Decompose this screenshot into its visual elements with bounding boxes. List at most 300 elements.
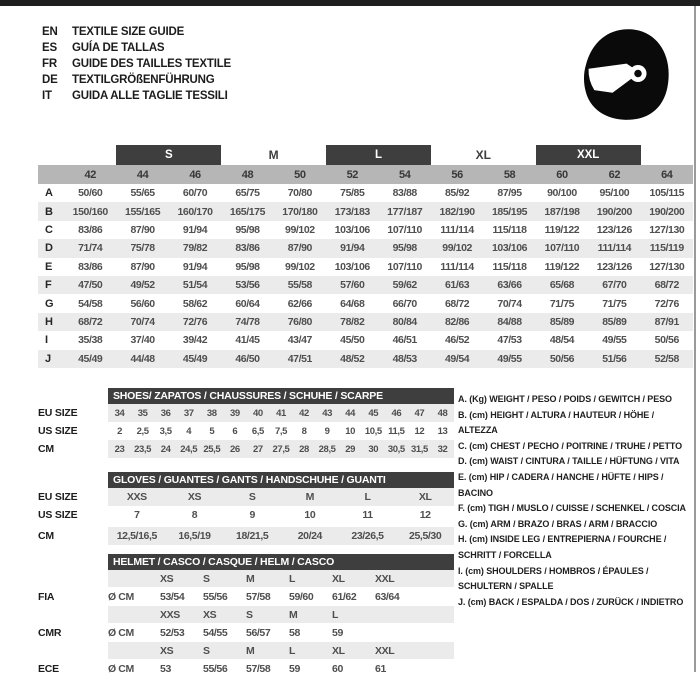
value-cell: 72/76 xyxy=(654,297,679,310)
row-label: EU SIZE xyxy=(38,491,78,503)
value-cell: 127/130 xyxy=(649,223,685,236)
row-cells xyxy=(108,440,454,458)
helmet-rows xyxy=(38,570,454,678)
value-cell: 74/78 xyxy=(235,315,260,328)
measure-row xyxy=(38,184,693,202)
value-cell: 13 xyxy=(437,425,448,437)
value-cell: 83/86 xyxy=(235,242,260,255)
language-code: ES xyxy=(42,42,57,54)
row-label: EU SIZE xyxy=(38,407,78,419)
value-cell: 84/88 xyxy=(497,315,522,328)
row-label: CM xyxy=(38,443,54,455)
value-cell: 99/102 xyxy=(442,242,472,255)
value-cell: 187/198 xyxy=(544,205,580,218)
table-row xyxy=(38,404,454,422)
value-cell: 64/68 xyxy=(340,297,365,310)
language-code: DE xyxy=(42,74,58,86)
value-cell: 30 xyxy=(368,443,379,455)
language-title: GUIDE DES TAILLES TEXTILE xyxy=(72,58,231,70)
size-cell: 52 xyxy=(346,168,358,181)
language-row xyxy=(42,72,231,88)
value-cell: 59/60 xyxy=(289,590,314,603)
value-cell: 49/52 xyxy=(130,279,155,292)
value-cell: 9 xyxy=(324,425,330,437)
row-cells xyxy=(108,659,454,678)
value-cell: 61 xyxy=(375,662,386,675)
value-cell: 111/114 xyxy=(440,223,474,236)
gloves-table-title: GLOVES / GUANTES / GANTS / HANDSCHUHE / GUANTI xyxy=(108,472,454,488)
shoes-table xyxy=(38,388,454,458)
value-cell: 32 xyxy=(437,443,448,455)
legend-item: E. (cm) HIP / CADERA / HANCHE / HÜFTE / HIPS / BACINO xyxy=(458,471,664,498)
measure-row xyxy=(38,276,693,294)
value-cell: 119/122 xyxy=(544,223,580,236)
value-cell: 2 xyxy=(117,425,122,437)
row-letter: F xyxy=(45,279,52,292)
row-letter: I xyxy=(45,334,49,347)
value-cell: 27 xyxy=(253,443,263,455)
value-cell: 155/165 xyxy=(125,205,161,218)
value-cell: 52/58 xyxy=(654,352,679,365)
value-cell: 111/114 xyxy=(597,242,632,255)
value-cell: 107/110 xyxy=(387,260,422,273)
value-cell: 57/58 xyxy=(246,590,271,603)
value-cell: 55/56 xyxy=(203,662,228,675)
value-cell: 31,5 xyxy=(410,443,428,455)
value-cell: 39/42 xyxy=(182,334,208,347)
size-cell: M xyxy=(289,608,298,621)
helmet-size-row xyxy=(38,570,454,587)
value-cell: 70/74 xyxy=(130,315,155,328)
row-cells xyxy=(108,570,454,587)
value-cell: 95/98 xyxy=(235,223,260,236)
size-cell: M xyxy=(246,572,255,585)
legend-item: B. (cm) HEIGHT / ALTURA / HAUTEUR / HÖHE / ALTEZZA xyxy=(458,409,654,436)
value-cell: 7,5 xyxy=(274,425,287,437)
value-cell: 103/106 xyxy=(334,223,370,236)
value-cell: S xyxy=(248,491,256,503)
value-cell: 38 xyxy=(206,407,217,419)
value-cell: 160/170 xyxy=(177,205,213,218)
unit-cell: Ø CM xyxy=(108,590,134,603)
value-cell: 36 xyxy=(160,407,171,419)
value-cell: 75/85 xyxy=(340,187,365,200)
value-cell: 29 xyxy=(345,443,356,455)
value-cell: 72/76 xyxy=(182,315,208,328)
unit-cell: Ø CM xyxy=(108,626,134,639)
row-cells xyxy=(108,587,454,606)
size-group-label: XL xyxy=(475,147,491,162)
value-cell: 8 xyxy=(301,425,307,437)
measure-row xyxy=(38,313,693,331)
size-cell: L xyxy=(289,644,296,657)
size-cell: 46 xyxy=(189,168,201,181)
value-cell: 37/40 xyxy=(130,334,155,347)
measure-row xyxy=(38,331,693,349)
value-cell: 68/72 xyxy=(78,315,103,328)
value-cell: 190/200 xyxy=(596,205,632,218)
value-cell: 53 xyxy=(160,662,171,675)
table-row xyxy=(38,440,454,458)
value-cell: 48 xyxy=(437,407,448,419)
value-cell: 63/66 xyxy=(497,279,522,292)
main-size-table xyxy=(38,144,693,368)
value-cell: 6 xyxy=(232,425,238,437)
value-cell: 83/88 xyxy=(392,187,417,200)
value-cell: 165/175 xyxy=(229,205,266,218)
value-cell: 63/64 xyxy=(375,590,400,603)
size-group-row xyxy=(38,144,693,165)
helmet-table-title: HELMET / CASCO / CASQUE / HELM / CASCO xyxy=(108,554,454,570)
measure-row xyxy=(38,239,693,257)
language-title: GUIDA ALLE TAGLIE TESSILI xyxy=(72,90,228,102)
value-cell: 78/82 xyxy=(340,315,365,328)
value-cell: 55/58 xyxy=(287,279,312,292)
value-cell: 40 xyxy=(253,407,263,419)
value-cell: 123/126 xyxy=(596,223,632,236)
value-cell: 66/70 xyxy=(392,297,417,310)
value-cell: 65/75 xyxy=(235,187,260,200)
value-cell: 12 xyxy=(419,509,431,521)
value-cell: 23 xyxy=(114,443,125,455)
value-cell: 58/62 xyxy=(182,297,208,310)
value-cell: 5 xyxy=(209,425,215,437)
helmet-size-row xyxy=(38,606,454,623)
row-cells xyxy=(108,623,454,642)
value-cell: 85/92 xyxy=(444,187,470,200)
value-cell: 8 xyxy=(191,509,198,521)
value-cell: XXS xyxy=(126,491,147,503)
value-cell: 119/122 xyxy=(544,260,580,273)
value-cell: 41 xyxy=(276,407,286,419)
size-cell: 58 xyxy=(503,168,516,181)
value-cell: 12 xyxy=(414,425,425,437)
value-cell: 59 xyxy=(332,626,343,639)
gloves-table xyxy=(38,472,454,545)
legend-item: F. (cm) TIGH / MUSLO / CUISSE / SCHENKEL / COSCIA xyxy=(458,503,686,514)
value-cell: 37 xyxy=(183,407,194,419)
value-cell: 48/54 xyxy=(549,334,575,347)
value-cell: 49/55 xyxy=(497,352,522,365)
helmet-size-row xyxy=(38,642,454,659)
value-cell: 85/89 xyxy=(602,315,627,328)
size-cell: XXL xyxy=(375,572,395,585)
legend-item: D. (cm) WAIST / CINTURA / TAILLE / HÜFTUNG / VITA xyxy=(458,456,680,467)
value-cell: 46/51 xyxy=(392,334,417,347)
size-cell: XS xyxy=(160,572,174,585)
value-cell: 115/118 xyxy=(492,223,527,236)
row-letter: C xyxy=(45,223,53,236)
value-cell: 12,5/16,5 xyxy=(116,530,157,542)
size-cell: XXS xyxy=(160,608,180,621)
value-cell: 67/70 xyxy=(602,279,627,292)
size-cell: L xyxy=(332,608,339,621)
value-cell: 26 xyxy=(229,443,240,455)
size-group-label: M xyxy=(268,147,279,162)
row-label: CM xyxy=(38,530,54,542)
value-cell: 90/100 xyxy=(547,187,577,200)
measure-row xyxy=(38,258,693,276)
value-cell: 107/110 xyxy=(544,242,580,255)
language-row xyxy=(42,56,231,72)
value-cell: 48/52 xyxy=(340,352,365,365)
size-cell: 50 xyxy=(294,168,306,181)
value-cell: 54/58 xyxy=(78,297,103,310)
value-cell: 91/94 xyxy=(182,260,208,273)
value-cell: 190/200 xyxy=(649,205,685,218)
value-cell: 47 xyxy=(414,407,425,419)
value-cell: 62/66 xyxy=(287,297,312,310)
legend-item: J. (cm) BACK / ESPALDA / DOS / ZURÜCK / INDIETRO xyxy=(458,596,684,607)
size-group-label: XXL xyxy=(536,145,641,165)
row-cells xyxy=(108,488,454,506)
row-cells xyxy=(108,506,454,524)
value-cell: 44/48 xyxy=(130,352,155,365)
value-cell: 56/60 xyxy=(130,297,155,310)
value-cell: 50/60 xyxy=(78,187,103,200)
legend-item: H. (cm) INSIDE LEG / ENTREPIERNA / FOURCHE / SCHRITT / FORCELLA xyxy=(458,534,667,560)
table-row xyxy=(38,422,454,440)
value-cell: 185/195 xyxy=(491,205,528,218)
value-cell: 55/56 xyxy=(203,590,228,603)
value-cell: 59/62 xyxy=(392,279,417,292)
size-cell: XS xyxy=(160,644,174,657)
value-cell: 75/78 xyxy=(130,242,155,255)
value-cell: 10,5 xyxy=(364,425,382,437)
value-cell: 47/51 xyxy=(287,352,312,365)
legend-item: G. (cm) ARM / BRAZO / BRAS / ARM / BRACCIO xyxy=(458,518,658,529)
value-cell: 68/72 xyxy=(654,279,679,292)
row-cells xyxy=(108,422,454,440)
value-cell: 71/75 xyxy=(549,297,575,310)
shoes-rows xyxy=(38,404,454,458)
size-band xyxy=(38,165,693,184)
value-cell: XS xyxy=(187,491,202,503)
value-cell: 53/56 xyxy=(235,279,260,292)
language-code: IT xyxy=(42,90,52,102)
value-cell: 23/26,5 xyxy=(351,530,384,542)
helmet-value-row xyxy=(38,587,454,606)
value-cell: 2,5 xyxy=(136,425,149,437)
value-cell: 83/86 xyxy=(78,260,103,273)
value-cell: 34 xyxy=(114,407,125,419)
value-cell: 107/110 xyxy=(387,223,422,236)
value-cell: 170/180 xyxy=(282,205,318,218)
value-cell: 103/106 xyxy=(491,242,528,255)
row-letter: D xyxy=(45,242,53,255)
value-cell: 60/64 xyxy=(235,297,260,310)
value-cell: 115/118 xyxy=(492,260,527,273)
row-cells xyxy=(108,642,454,659)
language-row xyxy=(42,88,231,104)
value-cell: 87/90 xyxy=(130,260,155,273)
value-cell: 85/89 xyxy=(549,315,575,328)
value-cell: 71/74 xyxy=(78,242,103,255)
language-list xyxy=(42,24,231,104)
row-cells xyxy=(108,606,454,623)
row-letter: G xyxy=(45,297,54,310)
value-cell: 49/54 xyxy=(444,352,470,365)
value-cell: 11,5 xyxy=(388,425,405,437)
right-border-line xyxy=(694,6,696,672)
row-cells xyxy=(108,527,454,545)
value-cell: 3,5 xyxy=(159,425,172,437)
value-cell: 45 xyxy=(368,407,379,419)
value-cell: 80/84 xyxy=(392,315,417,328)
row-letter: E xyxy=(45,260,53,273)
value-cell: 28,5 xyxy=(318,443,336,455)
value-cell: 20/24 xyxy=(297,530,322,542)
value-cell: 35/38 xyxy=(78,334,103,347)
standard-label: ECE xyxy=(38,662,59,675)
racing-helmet-icon xyxy=(570,22,680,131)
legend xyxy=(458,392,694,610)
value-cell: 23,5 xyxy=(134,443,152,455)
value-cell: 6,5 xyxy=(251,425,264,437)
legend-item: C. (cm) CHEST / PECHO / POITRINE / TRUHE / PETTO xyxy=(458,440,683,451)
value-cell: 44 xyxy=(345,407,356,419)
value-cell: 68/72 xyxy=(444,297,470,310)
language-row xyxy=(42,24,231,40)
value-cell: 173/183 xyxy=(334,205,370,218)
value-cell: 82/86 xyxy=(444,315,470,328)
legend-item: I. (cm) SHOULDERS / HOMBROS / ÉPAULES / SCHULTERN / SPALLE xyxy=(458,565,649,592)
value-cell: 60/70 xyxy=(182,187,208,200)
value-cell: 61/62 xyxy=(332,590,357,603)
value-cell: 95/100 xyxy=(599,187,630,200)
value-cell: 47/53 xyxy=(497,334,522,347)
value-cell: 24,5 xyxy=(180,443,198,455)
value-cell: 11 xyxy=(362,509,373,521)
value-cell: 95/98 xyxy=(235,260,260,273)
standard-label: FIA xyxy=(38,590,55,603)
value-cell: 51/56 xyxy=(602,352,627,365)
value-cell: 60 xyxy=(332,662,343,675)
helmet-value-row xyxy=(38,623,454,642)
value-cell: 103/106 xyxy=(334,260,370,273)
language-code: FR xyxy=(42,58,57,70)
value-cell: 9 xyxy=(249,509,255,521)
value-cell: 27,5 xyxy=(272,443,290,455)
size-cell: 48 xyxy=(241,168,254,181)
row-letter: A xyxy=(45,187,53,200)
value-cell: 45/49 xyxy=(182,352,208,365)
size-cell: 60 xyxy=(556,168,568,181)
value-cell: 30,5 xyxy=(387,443,405,455)
value-cell: 111/114 xyxy=(440,260,474,273)
value-cell: 7 xyxy=(134,509,140,521)
value-cell: 65/68 xyxy=(549,279,575,292)
value-cell: 4 xyxy=(186,425,192,437)
measure-row xyxy=(38,202,693,220)
value-cell: 71/75 xyxy=(602,297,627,310)
value-cell: 91/94 xyxy=(182,223,208,236)
value-cell: 123/126 xyxy=(596,260,632,273)
size-cell: XL xyxy=(332,644,345,657)
value-cell: 55/65 xyxy=(130,187,155,200)
language-title: TEXTILGRÖßENFÜHRUNG xyxy=(72,74,215,86)
value-cell: 41/45 xyxy=(235,334,260,347)
value-cell: 59 xyxy=(289,662,300,675)
table-row xyxy=(38,488,454,506)
value-cell: M xyxy=(305,491,314,503)
size-cell: S xyxy=(203,644,210,657)
value-cell: 16,5/19 xyxy=(178,530,211,542)
helmet-value-row xyxy=(38,659,454,678)
language-title: GUÍA DE TALLAS xyxy=(72,42,165,54)
value-cell: L xyxy=(364,491,371,503)
size-cell: 56 xyxy=(451,168,463,181)
value-cell: 99/102 xyxy=(285,223,315,236)
value-cell: 10 xyxy=(345,425,356,437)
value-cell: 87/90 xyxy=(287,242,312,255)
value-cell: 35 xyxy=(137,407,148,419)
table-row xyxy=(38,527,454,545)
value-cell: 54/55 xyxy=(203,626,228,639)
value-cell: 48/53 xyxy=(392,352,417,365)
size-cell: 62 xyxy=(608,168,621,181)
language-code: EN xyxy=(42,26,58,38)
measure-row xyxy=(38,350,693,368)
value-cell: 91/94 xyxy=(340,242,365,255)
value-cell: 43/47 xyxy=(287,334,312,347)
size-cell: 42 xyxy=(84,168,96,181)
size-cell: S xyxy=(203,572,210,585)
value-cell: 87/91 xyxy=(654,315,679,328)
size-cell: S xyxy=(246,608,253,621)
row-letter: B xyxy=(45,205,53,218)
value-cell: 45/49 xyxy=(78,352,103,365)
value-cell: 28 xyxy=(299,443,309,455)
value-cell: 87/90 xyxy=(130,223,155,236)
value-cell: 57/60 xyxy=(340,279,365,292)
row-cells xyxy=(108,404,454,422)
standard-label: CMR xyxy=(38,626,62,639)
gloves-rows xyxy=(38,488,454,545)
size-cell: XL xyxy=(332,572,345,585)
value-cell: 76/80 xyxy=(287,315,312,328)
measure-row xyxy=(38,294,693,312)
value-cell: 127/130 xyxy=(649,260,685,273)
value-cell: 87/95 xyxy=(497,187,522,200)
size-group-label: L xyxy=(326,145,431,165)
value-cell: 46/50 xyxy=(235,352,260,365)
value-cell: 42 xyxy=(299,407,309,419)
size-cell: XXL xyxy=(375,644,395,657)
value-cell: 56/57 xyxy=(246,626,271,639)
value-cell: 58 xyxy=(289,626,300,639)
language-row xyxy=(42,40,231,56)
value-cell: 61/63 xyxy=(444,279,470,292)
value-cell: 105/115 xyxy=(649,187,685,200)
value-cell: 51/54 xyxy=(182,279,208,292)
value-cell: 177/187 xyxy=(387,205,423,218)
value-cell: 79/82 xyxy=(182,242,208,255)
value-cell: 53/54 xyxy=(160,590,185,603)
value-cell: 25,5 xyxy=(203,443,221,455)
value-cell: 45/50 xyxy=(340,334,365,347)
value-cell: 99/102 xyxy=(285,260,315,273)
size-cell: 64 xyxy=(661,168,673,181)
value-cell: 83/86 xyxy=(78,223,103,236)
legend-item: A. (Kg) WEIGHT / PESO / POIDS / GEWITCH / PESO xyxy=(458,394,672,404)
value-cell: 57/58 xyxy=(246,662,271,675)
value-cell: 43 xyxy=(322,407,333,419)
value-cell: 182/190 xyxy=(439,205,475,218)
row-letter: J xyxy=(45,352,52,365)
value-cell: 49/55 xyxy=(602,334,627,347)
value-cell: 50/56 xyxy=(654,334,679,347)
